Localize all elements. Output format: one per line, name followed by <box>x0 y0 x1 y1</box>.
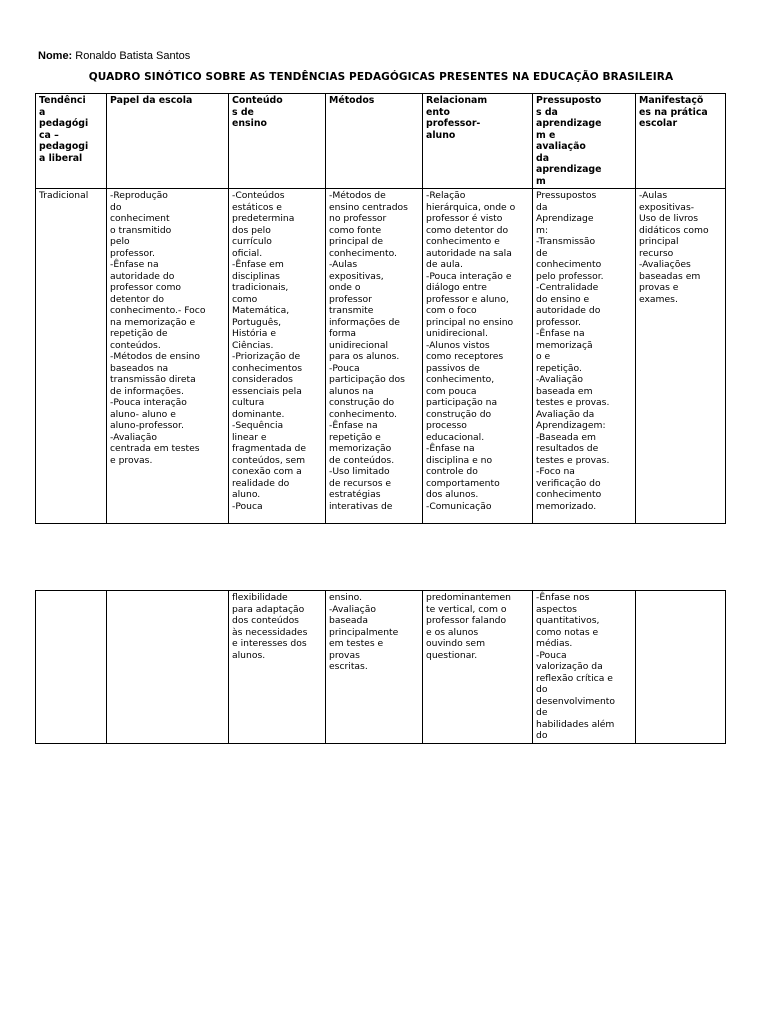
cell-pressupostos-cont: -Ênfase nos aspectos quantitativos, como notas e médias. -Pouca valorização da reflexão crítica e do desenvolvimento de habilidades além do <box>536 592 615 741</box>
table-header-row <box>36 94 726 189</box>
cell-metodos: -Métodos de ensino centrados no professor como fonte principal de conhecimento. -Aulas expositivas, onde o professor transmite informações de forma unidirecional para os alunos. -Pouca participação dos alunos na construção do conhecimento. -Ênfase na repetição e memorização de conteúdos. -Uso limitado de recursos e estratégias interativas de <box>329 190 408 512</box>
cell-pressupostos: Pressupostos da Aprendizage m: -Transmissão de conhecimento pelo professor. -Centralidade do ensino e autoridade do professor. -Ênfase na memorizaçã o e repetição. -Avaliação baseada em testes e provas. Avaliação da Aprendizagem: -Baseada em resultados de testes e provas. -Foco na verificação do conhecimento memorizado. <box>536 190 610 512</box>
header-cell-metodos: Métodos <box>329 95 375 106</box>
header-cell-manifestacoes: Manifestaçõ es na prática escolar <box>639 95 708 129</box>
cell-conteudos-cont: flexibilidade para adaptação dos conteúdos às necessidades e interesses dos alunos. <box>232 592 308 661</box>
name-value: Ronaldo Batista Santos <box>75 50 191 62</box>
table-row <box>36 591 726 744</box>
cell-metodos-cont: ensino. -Avaliação baseada principalmente em testes e provas escritas. <box>329 592 399 672</box>
cell-papel-da-escola: -Reprodução do conheciment o transmitido pelo professor. -Ênfase na autoridade do professor como detentor do conhecimento.- Foco na memorização e repetição de conteúdos. -Métodos de ensino baseados na transmissão direta de informações. -Pouca interação aluno- aluno e aluno-professor. -Avaliação centrada em testes e provas. <box>110 190 206 466</box>
table-row <box>36 189 726 524</box>
header-cell-relacionamento: Relacionam ento professor- aluno <box>426 95 488 141</box>
cell-conteudos: -Conteúdos estáticos e predetermina dos pelo currículo oficial. -Ênfase em disciplinas tradicionais, como Matemática, Português, História e Ciências. -Priorização de conhecimentos considerados essenciais pela cultura dominante. -Sequência linear e fragmentada de conteúdos, sem conexão com a realidade do aluno. -Pouca <box>232 190 306 512</box>
header-cell-tendencia: Tendênci a pedagógi ca – pedagogi a liberal <box>39 95 89 164</box>
student-name-line <box>38 50 190 62</box>
cell-relacionamento-cont: predominantemen te vertical, com o professor falando e os alunos ouvindo sem questionar. <box>426 592 511 661</box>
cell-tendencia: Tradicional <box>39 190 89 201</box>
cell-manifestacoes: -Aulas expositivas- Uso de livros didáticos como principal recurso -Avaliações baseadas em provas e exames. <box>639 190 709 305</box>
cell-relacionamento: -Relação hierárquica, onde o professor é visto como detentor do conhecimento e autoridade na sala de aula. -Pouca interação e diálogo entre professor e aluno, com o foco principal no ensino unidirecional. -Alunos vistos como receptores passivos de conhecimento, com pouca participação na construção do processo educacional. -Ênfase na disciplina e no controle do comportamento dos alunos. -Comunicação <box>426 190 516 512</box>
synoptic-table-page-part-1 <box>35 93 726 524</box>
document-title: QUADRO SINÓTICO SOBRE AS TENDÊNCIAS PEDAGÓGICAS PRESENTES NA EDUCAÇÃO BRASILEIRA <box>88 71 674 83</box>
name-label: Nome: <box>38 50 73 62</box>
header-cell-conteudos: Conteúdo s de ensino <box>232 95 283 129</box>
header-cell-pressupostos: Pressuposto s da aprendizage m e avaliação da aprendizage m <box>536 95 602 187</box>
header-cell-papel-da-escola: Papel da escola <box>110 95 193 106</box>
synoptic-table-page-part-2 <box>35 590 726 744</box>
